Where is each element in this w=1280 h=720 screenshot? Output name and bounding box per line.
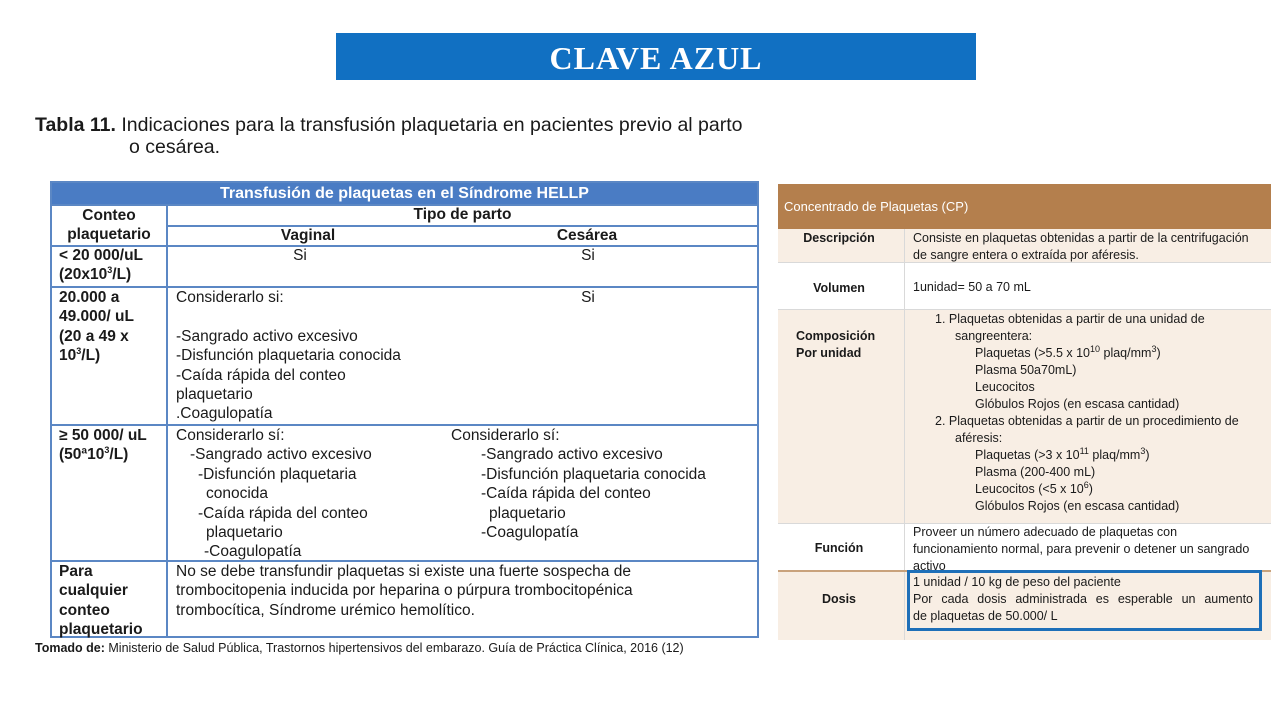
- clave-azul-banner: CLAVE AZUL: [336, 33, 976, 80]
- dose-value: 1 unidad / 10 kg de peso del paciente Por cada dosis administrada es esperable un aumento de plaquetas de 50.000/ L: [913, 575, 1253, 623]
- r4-text: No se debe transfundir plaquetas si existe una fuerte sospecha de trombocitopenia inducida por heparina o púrpura trombocitopénica trombocítica, Síndrome urémico hemolítico.: [176, 563, 633, 619]
- comp-value: 1. Plaquetas obtenidas a partir de una unidad de sangreentera: Plaquetas (>5.5 x $10^{10}$ plaq/$mm^3$) Plasma 50a70mL) Leucocitos Glóbulos Rojos (en escasa cantidad) 2. Plaquetas obtenidas a partir de un procedimiento de aféresis: Plaquetas (>3 x $10^{11}$ plaq/$mm^3$) Plasma (200-400 mL) Leucocitos (<5 x $10^6$) Glóbulos Rojos (en escasa cantidad): [935, 312, 1239, 513]
- r1-cesarea: Si: [581, 247, 595, 264]
- vol-value: 1unidad= 50 a 70 mL: [913, 280, 1031, 294]
- hr: [778, 309, 1271, 310]
- vr: [166, 204, 168, 638]
- desc-value: Consiste en plaquetas obtenidas a partir de la centrifugación de sangre entera o extraída por aféresis.: [913, 231, 1249, 262]
- vsep: [904, 229, 905, 640]
- caption-line-1: Indicaciones para la transfusión plaquetaria en pacientes previo al parto: [115, 114, 743, 136]
- col-cesarea: Cesárea: [556, 227, 618, 244]
- r2-vaginal: Considerarlo si: -Sangrado activo excesivo -Disfunción plaquetaria conocida -Caída rápida del conteo plaquetario .Coagulopatía: [176, 289, 401, 423]
- func-value: Proveer un número adecuado de plaquetas con funcionamiento normal, para prevenir o detener un sangrado activo: [913, 525, 1250, 570]
- hellp-table-title: Transfusión de plaquetas en el Síndrome HELLP: [52, 183, 757, 204]
- dose-label: Dosis: [821, 592, 857, 606]
- table-caption: [35, 114, 795, 158]
- r2-conteo: 20.000 a 49.000/ uL (20 a 49 x $10^3/L$): [59, 289, 134, 365]
- r1-vaginal: Si: [293, 247, 307, 264]
- r3-vaginal: Considerarlo sí: -Sangrado activo excesivo -Disfunción plaquetaria conocida -Caída rápida del conteo plaquetario -Coagulopatía: [176, 427, 372, 561]
- col-tipo-parto: Tipo de parto: [413, 206, 512, 223]
- r3-conteo: ≥ 50 000/ uL $(50ª10^3/L)$: [59, 427, 147, 464]
- r1-conteo: < 20 000/uL $(20x10^3/L)$: [59, 247, 144, 284]
- footnote: Tomado de: Ministerio de Salud Pública, Trastornos hipertensivos del embarazo. Guía de Práctica Clínica, 2016 (12): [35, 641, 684, 655]
- desc-label: Descripción: [803, 231, 875, 245]
- col-conteo: Conteo plaquetario: [67, 207, 151, 244]
- r3-cesarea: Considerarlo sí: -Sangrado activo excesivo -Disfunción plaquetaria conocida -Caída rápida del conteo plaquetario -Coagulopatía: [451, 427, 706, 542]
- func-label: Función: [814, 541, 864, 555]
- r2-cesarea: Si: [581, 289, 595, 306]
- caption-line-2: o cesárea.: [129, 136, 221, 158]
- comp-label: Composición Por unidad: [796, 329, 876, 360]
- col-vaginal: Vaginal: [280, 227, 336, 244]
- vol-label: Volumen: [813, 281, 865, 295]
- dose-highlight-box: [907, 570, 1262, 631]
- caption-label: Tabla 11.: [35, 114, 116, 136]
- r4-conteo: Para cualquier conteo plaquetario: [59, 563, 143, 639]
- hellp-table: [50, 181, 759, 638]
- cp-table-title: Concentrado de Plaquetas (CP): [778, 184, 1271, 229]
